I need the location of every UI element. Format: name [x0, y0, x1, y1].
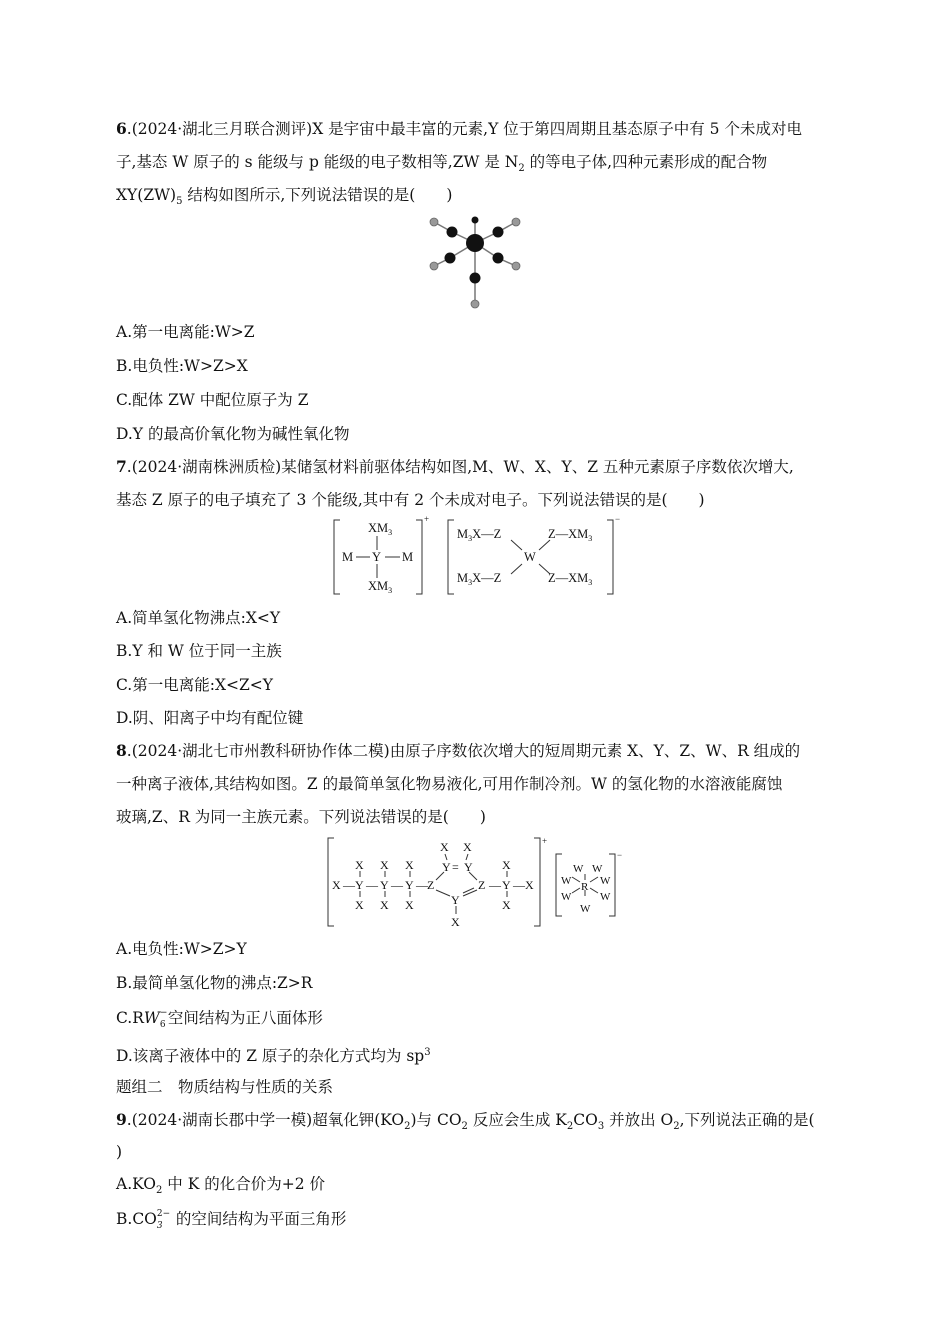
svg-text:W: W: [600, 875, 611, 887]
q7-anion-bottom-left: $M_3X—Z$: [457, 571, 502, 587]
q9-line-2: ): [116, 1143, 123, 1161]
svg-text:Z: Z: [427, 878, 435, 892]
q7-option-c: C.第一电离能:X<Z<Y: [116, 676, 273, 694]
q6-option-b: B.电负性:W>Z>X: [116, 357, 248, 375]
svg-text:—: —: [416, 878, 428, 892]
svg-text:X: X: [525, 878, 534, 892]
q9-option-b: B.CO 2− 3 的空间结构为平面三角形: [116, 1209, 347, 1231]
q7-cation-bottom: $XM_3$: [368, 579, 393, 595]
q6-text-3a: XY(ZW): [116, 186, 177, 204]
svg-text:W: W: [561, 875, 572, 887]
svg-text:Y: Y: [405, 878, 414, 892]
svg-text:—: —: [489, 878, 501, 892]
svg-text:Z: Z: [478, 878, 486, 892]
q7-anion-center: W: [524, 550, 536, 564]
q7-cation-left: M: [342, 550, 354, 564]
q7-cation-center: Y: [372, 550, 382, 564]
svg-text:Y: Y: [502, 878, 511, 892]
q9-number: 9: [116, 1110, 127, 1129]
q8-number: 8: [116, 741, 127, 760]
svg-text:X: X: [355, 858, 364, 872]
q9-option-a: $A.KO_2$ 中 K 的化合价为+2 价: [116, 1175, 326, 1197]
svg-text:Y: Y: [355, 878, 364, 892]
q8-line-2: 一种离子液体,其结构如图。Z 的最简单氢化物易液化,可用作制冷剂。W 的氢化物的水溶液能腐蚀: [116, 775, 783, 793]
q7-line-2: 基态 Z 原子的电子填充了 3 个能级,其中有 2 个未成对电子。下列说法错误的是( ): [116, 491, 705, 509]
svg-text:X: X: [380, 858, 389, 872]
svg-text:X: X: [502, 858, 511, 872]
central-atom: [466, 234, 484, 252]
svg-text:—: —: [366, 878, 378, 892]
q8-option-b: B.最简单氢化物的沸点:Z>R: [116, 974, 313, 992]
svg-text:X: X: [502, 898, 511, 912]
svg-text:W: W: [580, 903, 591, 915]
q6-text-2b: 的等电子体,四种元素形成的配合物: [524, 153, 768, 171]
svg-text:Y: Y: [464, 860, 473, 874]
svg-text:X: X: [440, 840, 449, 854]
q7-number: 7: [116, 457, 127, 476]
q7-anion-charge: −: [615, 516, 620, 524]
svg-text:Y: Y: [380, 878, 389, 892]
q7-cation-top: $XM_3$: [368, 521, 393, 537]
q7-anion-top-left: $M_3X—Z$: [457, 527, 502, 543]
q8-ionic-liquid-figure: [324, 832, 624, 932]
svg-text:—: —: [343, 878, 355, 892]
q8-cation-charge: +: [542, 836, 548, 846]
group-heading: 题组二 物质结构与性质的关系: [116, 1078, 334, 1096]
q6-text-1: .(2024·湖北三月联合测评)X 是宇宙中最丰富的元素,Y 位于第四周期且基态原子中有 5 个未成对电: [126, 120, 802, 138]
q6-line-1: [116, 119, 802, 139]
q8-line-1: [116, 741, 800, 761]
svg-text:—: —: [513, 878, 525, 892]
q8-line-3: 玻璃,Z、R 为同一主族元素。下列说法错误的是( ): [116, 808, 486, 826]
svg-text:R: R: [581, 881, 589, 893]
q8-option-d: D.该离子液体中的 Z 原子的杂化方式均为 $sp^3$: [116, 1047, 431, 1066]
q6-text-2a: 子,基态 W 原子的 s 能级与 p 能级的电子数相等,ZW 是 N: [116, 153, 519, 171]
q8-option-a: A.电负性:W>Z>Y: [116, 940, 247, 958]
q6-option-d: D.Y 的最高价氧化物为碱性氧化物: [116, 425, 350, 443]
q7-line-1: [116, 457, 794, 477]
q6-option-a: A.第一电离能:W>Z: [116, 323, 255, 341]
svg-text:Y: Y: [442, 860, 451, 874]
q6-option-c: C.配体 ZW 中配位原子为 Z: [116, 391, 309, 409]
q7-anion-top-right: $Z—XM_3$: [548, 527, 593, 543]
q6-number: 6: [116, 119, 127, 138]
svg-text:X: X: [332, 878, 341, 892]
svg-text:—: —: [391, 878, 403, 892]
svg-text:W: W: [573, 863, 584, 875]
q6-line-2: [116, 152, 767, 179]
q6-text-3b: 结构如图所示,下列说法错误的是( ): [182, 186, 453, 204]
svg-text:W: W: [561, 891, 572, 903]
svg-text:X: X: [451, 915, 460, 929]
q6-line-3: [116, 185, 452, 212]
q7-anion-bottom-right: $Z—XM_3$: [548, 571, 593, 587]
svg-text:X: X: [355, 898, 364, 912]
q7-option-b: B.Y 和 W 位于同一主族: [116, 642, 282, 660]
q6-sub-2: 2: [518, 163, 525, 175]
svg-text:X: X: [405, 858, 414, 872]
q6-sub-3: 5: [176, 196, 183, 208]
svg-text:Y: Y: [451, 893, 460, 907]
q7-option-d: D.阴、阳离子中均有配位键: [116, 709, 304, 727]
q8-anion-charge: −: [617, 850, 623, 860]
svg-text:W: W: [600, 891, 611, 903]
q7-cation-right: M: [402, 550, 414, 564]
svg-text:X: X: [380, 898, 389, 912]
q8-option-c: C.RW − 6 空间结构为正八面体形: [116, 1008, 323, 1030]
q7-text-1: .(2024·湖南株洲质检)某储氢材料前驱体结构如图,M、W、X、Y、Z 五种元素原子序数依次增大,: [126, 458, 794, 476]
q9-line-1: 9.(2024·湖南长郡中学一模)超氧化钾$(KO_2)$与 $CO_2$ 反应会生成 $K_2CO_3$ 并放出 $O_2$,下列说法正确的是(: [116, 1110, 815, 1133]
q7-structure-figure: [330, 516, 620, 598]
q6-molecule-figure: [420, 208, 530, 318]
svg-text:=: =: [452, 860, 459, 874]
svg-text:X: X: [405, 898, 414, 912]
svg-text:W: W: [592, 863, 603, 875]
q8-text-1: .(2024·湖北七市州教科研协作体二模)由原子序数依次增大的短周期元素 X、Y、Z、W、R 组成的: [126, 742, 801, 760]
q7-cation-charge: +: [424, 516, 430, 524]
q7-option-a: A.简单氢化物沸点:X<Y: [116, 609, 281, 627]
svg-text:X: X: [463, 840, 472, 854]
